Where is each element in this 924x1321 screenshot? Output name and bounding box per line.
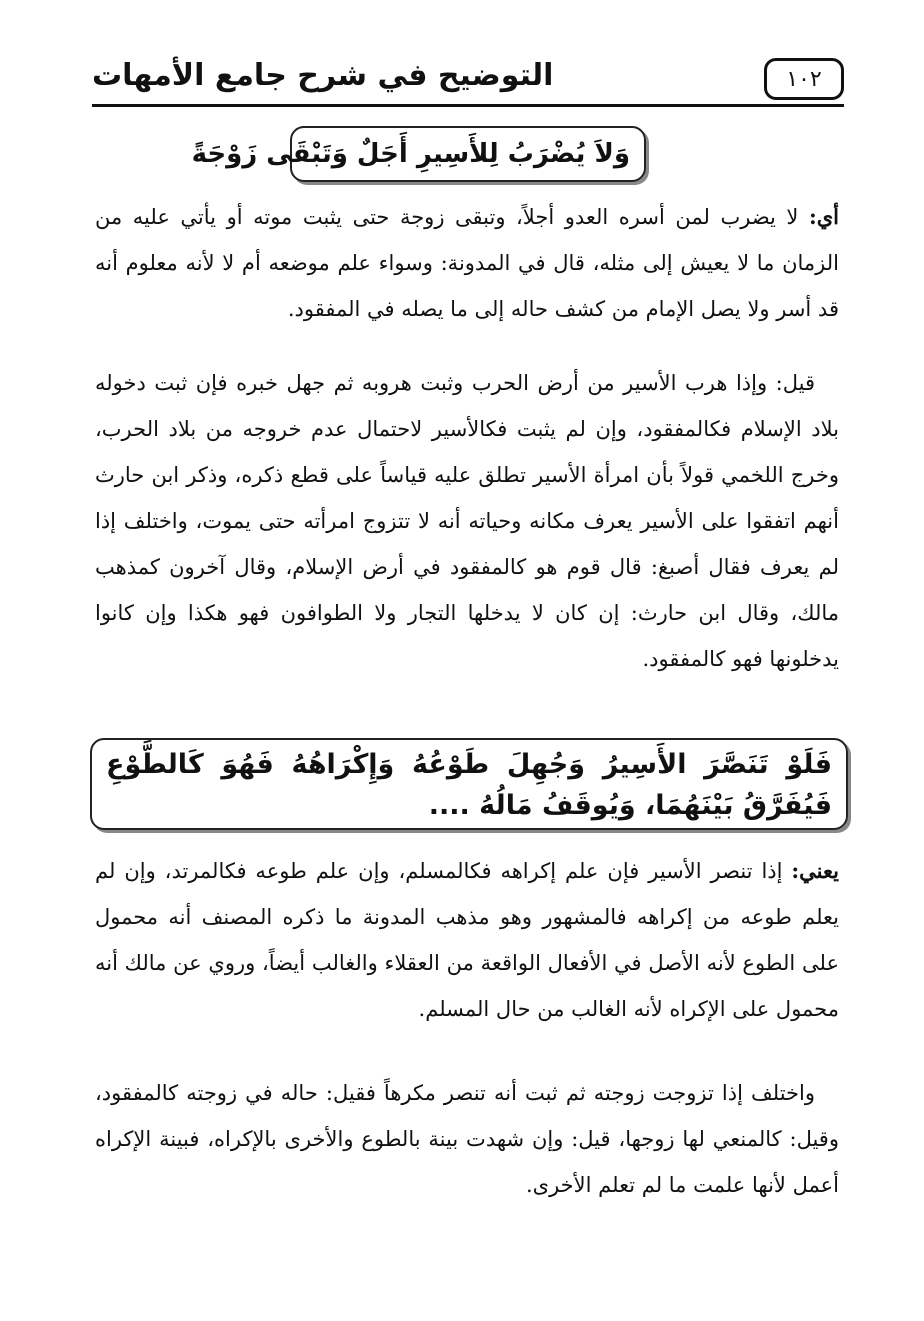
paragraph-2 [95, 360, 839, 682]
header-divider [92, 104, 844, 107]
paragraph-4 [95, 1070, 839, 1208]
matn-box-2 [90, 738, 848, 830]
book-title: التوضيح في شرح جامع الأمهات [92, 58, 554, 93]
matn-box-1 [191, 126, 646, 182]
matn-text-1: وَلاَ يُضْرَبُ لِلأَسِيرِ أَجَلٌ وَتَبْقَى زَوْجَةً [191, 139, 630, 169]
page-number-text: ١٠٢ [786, 66, 822, 92]
paragraph-4-text: واختلف إذا تزوجت زوجته ثم ثبت أنه تنصر مكرهاً فقيل: حاله في زوجته كالمفقود، وقيل: كالمنعي لها زوجها، قيل: وإن شهدت بينة بالطوع والأخرى بالإكراه، فبينة الإكراه أعمل لأنها علمت ما لم تعلم الأخرى. [95, 1081, 839, 1197]
paragraph-1-lead: أي: [808, 204, 839, 229]
paragraph-1-text: لا يضرب لمن أسره العدو أجلاً، وتبقى زوجة حتى يثبت موته أو يأتي عليه من الزمان ما لا يعيش إلى مثله، قال في المدونة: وسواء علم موضعه أم لا لأنه معلوم أنه قد أسر ولا يصل الإمام من كشف حاله إلى ما يصله في المفقود. [95, 205, 839, 321]
matn-text-2: فَلَوْ تَنَصَّرَ الأَسِيرُ وَجُهِلَ طَوْعُهُ وَإِكْرَاهُهُ فَهُوَ كَالطَّوْعِ فَيُفَرَّقُ بَيْنَهُمَا، وَيُوقَفُ مَالُهُ .... [106, 749, 832, 821]
paragraph-2-text: قيل: وإذا هرب الأسير من أرض الحرب وثبت هروبه ثم جهل خبره فإن ثبت دخوله بلاد الإسلام فكالمفقود، وإن لم يثبت فكالأسير لاحتمال عدم خروجه من بلاد الحرب، وخرج اللخمي قولاً بأن امرأة الأسير تطلق عليه قياساً على قطع ذكره، وذكر ابن حارث أنهم اتفقوا على الأسير يعرف مكانه وحياته أنه لا تتزوج امرأته حتى يموت، واختلف إذا لم يعرف فقال أصبغ: قال قوم هو كالمفقود في أرض الإسلام، وقال آخرون كمذهب مالك، وقال ابن حارث: إن كان لا يدخلها التجار ولا الطوافون فهو هكذا وإن كانوا يدخلونها فهو كالمفقود. [95, 371, 839, 671]
paragraph-3-text: إذا تنصر الأسير فإن علم إكراهه فكالمسلم، وإن علم طوعه فكالمرتد، وإن لم يعلم طوعه من إكراهه فالمشهور وهو مذهب المدونة ما ذكره المصنف أنه محمول على الطوع لأنه الأصل في الأفعال الواقعة من العقلاء والغالب أيضاً، وروي عن مالك أنه محمول على الإكراه لأنه الغالب من حال المسلم. [95, 859, 839, 1021]
page-number [764, 58, 844, 100]
page-header [92, 50, 844, 110]
paragraph-3-lead: يعني: [791, 858, 839, 883]
paragraph-1 [95, 194, 839, 332]
paragraph-3 [95, 848, 839, 1032]
